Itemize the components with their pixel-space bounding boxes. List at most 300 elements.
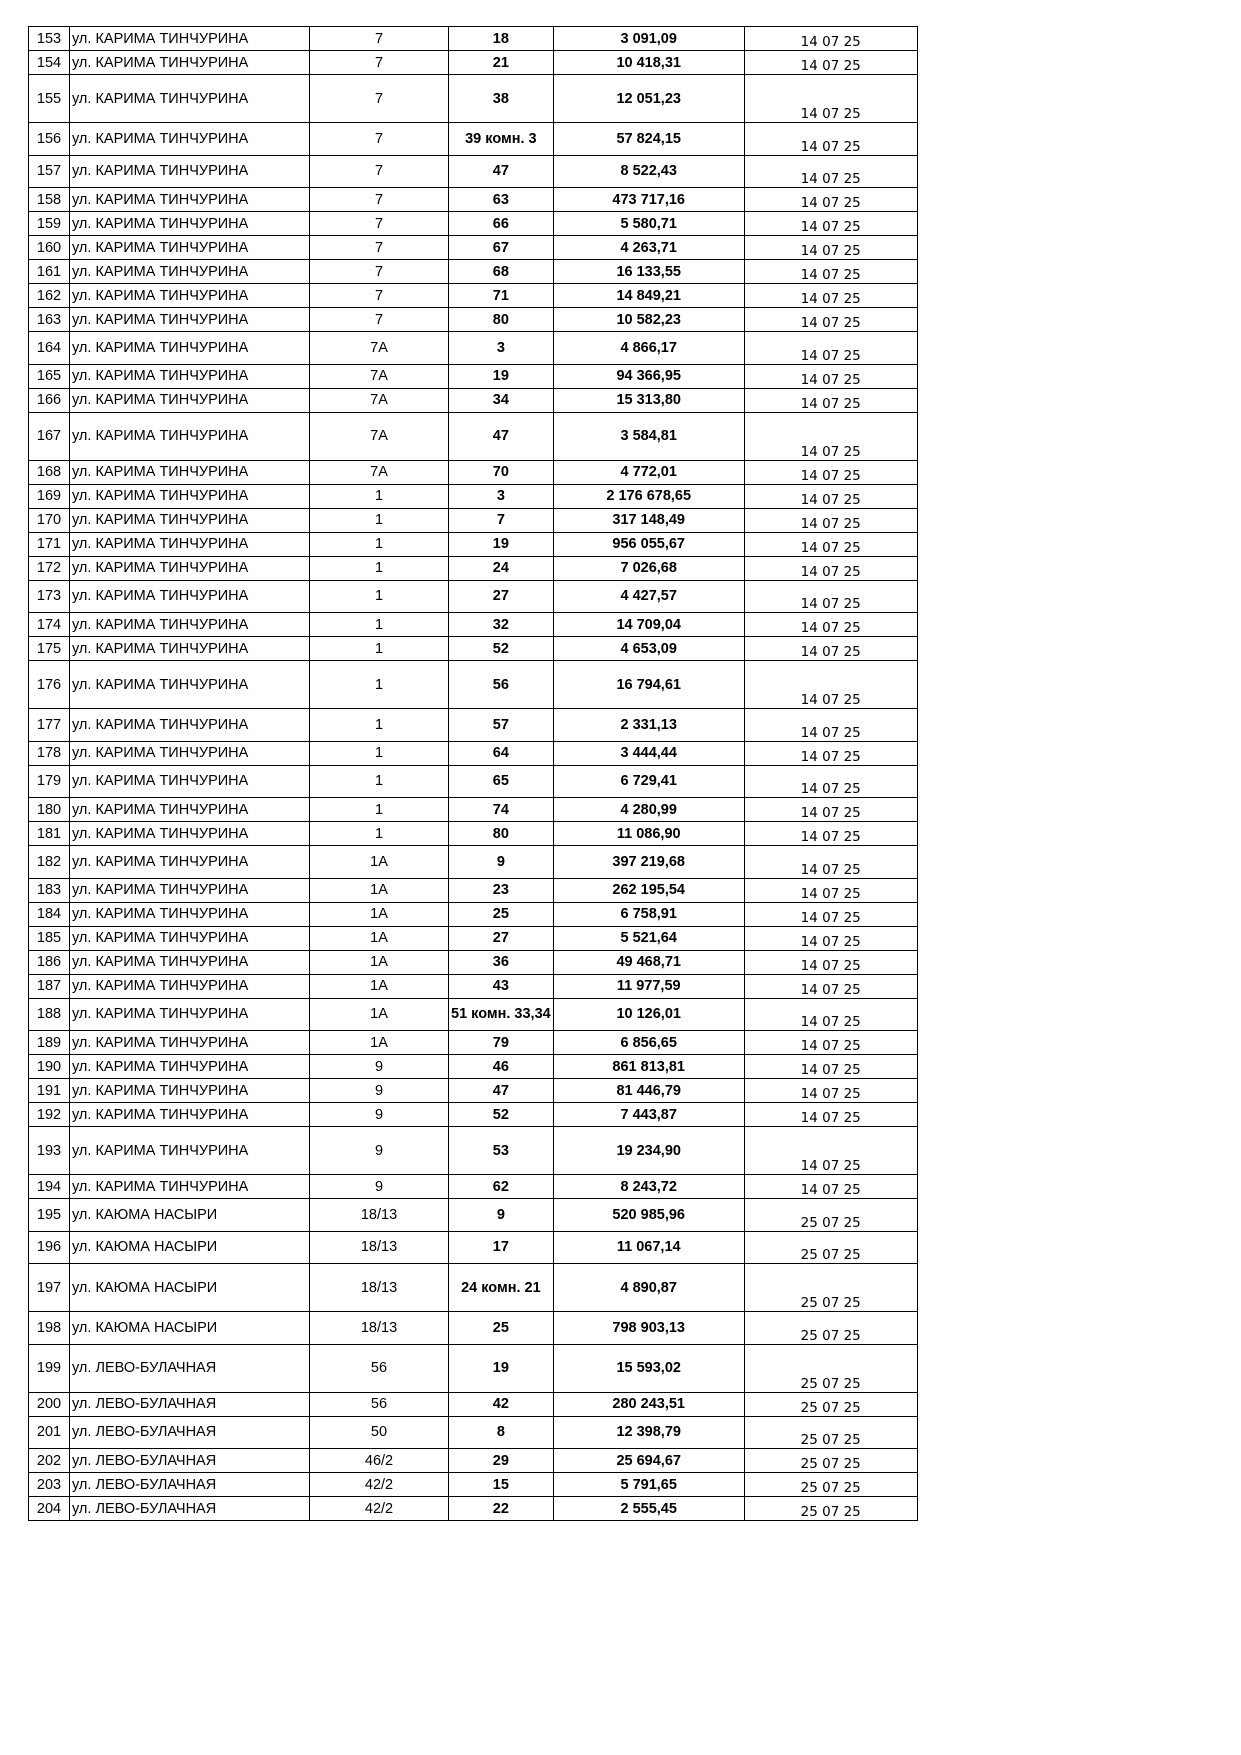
row-number: 187 <box>29 974 70 998</box>
date: 14 07 25 <box>744 155 917 188</box>
house-number: 56 <box>310 1392 449 1416</box>
date: 25 07 25 <box>744 1473 917 1497</box>
street-name: ул. КАРИМА ТИНЧУРИНА <box>70 1079 310 1103</box>
row-number: 160 <box>29 236 70 260</box>
debt-amount: 10 582,23 <box>553 308 744 332</box>
street-name: ул. КАРИМА ТИНЧУРИНА <box>70 75 310 123</box>
street-name: ул. КАРИМА ТИНЧУРИНА <box>70 613 310 637</box>
row-number: 190 <box>29 1055 70 1079</box>
row-number: 154 <box>29 51 70 75</box>
table-row <box>29 412 918 460</box>
table-row <box>29 661 918 709</box>
debt-amount: 6 856,65 <box>553 1031 744 1055</box>
row-number: 172 <box>29 556 70 580</box>
apartment-number: 68 <box>449 260 554 284</box>
house-number: 7 <box>310 155 449 188</box>
apartment-number: 62 <box>449 1175 554 1199</box>
apartment-number: 15 <box>449 1473 554 1497</box>
date: 14 07 25 <box>744 950 917 974</box>
house-number: 50 <box>310 1416 449 1449</box>
apartment-number: 24 комн. 21 <box>449 1264 554 1312</box>
debt-amount: 11 086,90 <box>553 822 744 846</box>
house-number: 18/13 <box>310 1231 449 1264</box>
apartment-number: 9 <box>449 846 554 879</box>
table-row <box>29 1449 918 1473</box>
debt-amount: 3 091,09 <box>553 27 744 51</box>
table-row <box>29 364 918 388</box>
house-number: 42/2 <box>310 1473 449 1497</box>
debt-amount: 94 366,95 <box>553 364 744 388</box>
debt-amount: 15 313,80 <box>553 388 744 412</box>
table-row <box>29 902 918 926</box>
apartment-number: 23 <box>449 878 554 902</box>
apartment-number: 36 <box>449 950 554 974</box>
debt-amount: 473 717,16 <box>553 188 744 212</box>
house-number: 7А <box>310 332 449 365</box>
table-row <box>29 51 918 75</box>
house-number: 56 <box>310 1344 449 1392</box>
table-row <box>29 1031 918 1055</box>
house-number: 1 <box>310 532 449 556</box>
row-number: 169 <box>29 484 70 508</box>
table-row <box>29 155 918 188</box>
apartment-number: 79 <box>449 1031 554 1055</box>
row-number: 183 <box>29 878 70 902</box>
house-number: 1 <box>310 709 449 742</box>
street-name: ул. КАРИМА ТИНЧУРИНА <box>70 580 310 613</box>
debt-amount: 8 522,43 <box>553 155 744 188</box>
apartment-number: 8 <box>449 1416 554 1449</box>
street-name: ул. КАРИМА ТИНЧУРИНА <box>70 364 310 388</box>
house-number: 1 <box>310 822 449 846</box>
debt-amount: 5 521,64 <box>553 926 744 950</box>
apartment-number: 56 <box>449 661 554 709</box>
apartment-number: 47 <box>449 412 554 460</box>
row-number: 167 <box>29 412 70 460</box>
date: 14 07 25 <box>744 51 917 75</box>
date: 14 07 25 <box>744 460 917 484</box>
debt-amount: 4 653,09 <box>553 637 744 661</box>
date: 14 07 25 <box>744 388 917 412</box>
street-name: ул. КАЮМА НАСЫРИ <box>70 1264 310 1312</box>
debt-amount: 12 051,23 <box>553 75 744 123</box>
apartment-number: 46 <box>449 1055 554 1079</box>
row-number: 179 <box>29 765 70 798</box>
street-name: ул. КАРИМА ТИНЧУРИНА <box>70 188 310 212</box>
apartment-number: 19 <box>449 1344 554 1392</box>
house-number: 1 <box>310 484 449 508</box>
date: 14 07 25 <box>744 123 917 156</box>
apartment-number: 22 <box>449 1497 554 1521</box>
row-number: 189 <box>29 1031 70 1055</box>
debt-amount: 12 398,79 <box>553 1416 744 1449</box>
date: 25 07 25 <box>744 1312 917 1345</box>
apartment-number: 51 комн. 33,34 <box>449 998 554 1031</box>
apartment-number: 19 <box>449 532 554 556</box>
street-name: ул. КАРИМА ТИНЧУРИНА <box>70 155 310 188</box>
table-row <box>29 846 918 879</box>
date: 25 07 25 <box>744 1199 917 1232</box>
apartment-number: 17 <box>449 1231 554 1264</box>
apartment-number: 27 <box>449 580 554 613</box>
table-row <box>29 236 918 260</box>
row-number: 174 <box>29 613 70 637</box>
row-number: 204 <box>29 1497 70 1521</box>
debt-amount: 81 446,79 <box>553 1079 744 1103</box>
apartment-number: 70 <box>449 460 554 484</box>
date: 14 07 25 <box>744 798 917 822</box>
row-number: 188 <box>29 998 70 1031</box>
date: 14 07 25 <box>744 332 917 365</box>
date: 14 07 25 <box>744 661 917 709</box>
apartment-number: 47 <box>449 1079 554 1103</box>
table-row <box>29 284 918 308</box>
street-name: ул. КАРИМА ТИНЧУРИНА <box>70 460 310 484</box>
debt-amount: 7 026,68 <box>553 556 744 580</box>
house-number: 7 <box>310 51 449 75</box>
apartment-number: 63 <box>449 188 554 212</box>
row-number: 197 <box>29 1264 70 1312</box>
date: 14 07 25 <box>744 1055 917 1079</box>
apartment-number: 47 <box>449 155 554 188</box>
street-name: ул. КАРИМА ТИНЧУРИНА <box>70 332 310 365</box>
row-number: 163 <box>29 308 70 332</box>
table-row <box>29 580 918 613</box>
table-row <box>29 926 918 950</box>
table-row <box>29 388 918 412</box>
table-row <box>29 484 918 508</box>
table-body <box>29 27 918 1521</box>
apartment-number: 80 <box>449 822 554 846</box>
row-number: 177 <box>29 709 70 742</box>
date: 14 07 25 <box>744 364 917 388</box>
street-name: ул. КАРИМА ТИНЧУРИНА <box>70 846 310 879</box>
debt-amount: 798 903,13 <box>553 1312 744 1345</box>
street-name: ул. КАРИМА ТИНЧУРИНА <box>70 212 310 236</box>
debt-amount: 10 418,31 <box>553 51 744 75</box>
row-number: 201 <box>29 1416 70 1449</box>
house-number: 1А <box>310 902 449 926</box>
row-number: 196 <box>29 1231 70 1264</box>
street-name: ул. КАЮМА НАСЫРИ <box>70 1312 310 1345</box>
row-number: 175 <box>29 637 70 661</box>
house-number: 1 <box>310 508 449 532</box>
house-number: 42/2 <box>310 1497 449 1521</box>
row-number: 164 <box>29 332 70 365</box>
apartment-number: 52 <box>449 637 554 661</box>
date: 25 07 25 <box>744 1392 917 1416</box>
date: 14 07 25 <box>744 1103 917 1127</box>
debt-amount: 3 444,44 <box>553 741 744 765</box>
date: 14 07 25 <box>744 974 917 998</box>
debt-amount: 8 243,72 <box>553 1175 744 1199</box>
house-number: 1А <box>310 926 449 950</box>
table-row <box>29 1079 918 1103</box>
table-row <box>29 1199 918 1232</box>
street-name: ул. КАРИМА ТИНЧУРИНА <box>70 27 310 51</box>
street-name: ул. КАРИМА ТИНЧУРИНА <box>70 236 310 260</box>
debt-amount: 2 555,45 <box>553 1497 744 1521</box>
date: 14 07 25 <box>744 556 917 580</box>
row-number: 158 <box>29 188 70 212</box>
date: 25 07 25 <box>744 1449 917 1473</box>
date: 14 07 25 <box>744 1175 917 1199</box>
street-name: ул. ЛЕВО-БУЛАЧНАЯ <box>70 1497 310 1521</box>
street-name: ул. КАРИМА ТИНЧУРИНА <box>70 765 310 798</box>
house-number: 1 <box>310 580 449 613</box>
street-name: ул. КАРИМА ТИНЧУРИНА <box>70 902 310 926</box>
house-number: 7 <box>310 260 449 284</box>
date: 14 07 25 <box>744 1127 917 1175</box>
street-name: ул. ЛЕВО-БУЛАЧНАЯ <box>70 1449 310 1473</box>
date: 14 07 25 <box>744 822 917 846</box>
house-number: 1А <box>310 974 449 998</box>
table-row <box>29 1055 918 1079</box>
street-name: ул. КАРИМА ТИНЧУРИНА <box>70 798 310 822</box>
row-number: 185 <box>29 926 70 950</box>
table-row <box>29 556 918 580</box>
date: 14 07 25 <box>744 902 917 926</box>
debt-amount: 15 593,02 <box>553 1344 744 1392</box>
row-number: 159 <box>29 212 70 236</box>
house-number: 9 <box>310 1079 449 1103</box>
house-number: 7 <box>310 212 449 236</box>
apartment-number: 25 <box>449 902 554 926</box>
debt-amount: 16 794,61 <box>553 661 744 709</box>
street-name: ул. КАРИМА ТИНЧУРИНА <box>70 532 310 556</box>
apartment-number: 32 <box>449 613 554 637</box>
apartment-number: 65 <box>449 765 554 798</box>
street-name: ул. КАРИМА ТИНЧУРИНА <box>70 484 310 508</box>
debt-amount: 4 263,71 <box>553 236 744 260</box>
row-number: 199 <box>29 1344 70 1392</box>
house-number: 1А <box>310 846 449 879</box>
row-number: 194 <box>29 1175 70 1199</box>
street-name: ул. ЛЕВО-БУЛАЧНАЯ <box>70 1473 310 1497</box>
apartment-number: 53 <box>449 1127 554 1175</box>
table-row <box>29 878 918 902</box>
debt-amount: 956 055,67 <box>553 532 744 556</box>
table-row <box>29 1175 918 1199</box>
street-name: ул. КАРИМА ТИНЧУРИНА <box>70 51 310 75</box>
house-number: 7 <box>310 308 449 332</box>
apartment-number: 38 <box>449 75 554 123</box>
house-number: 1А <box>310 878 449 902</box>
apartment-number: 39 комн. 3 <box>449 123 554 156</box>
row-number: 186 <box>29 950 70 974</box>
apartment-number: 67 <box>449 236 554 260</box>
house-number: 9 <box>310 1103 449 1127</box>
debt-amount: 57 824,15 <box>553 123 744 156</box>
date: 14 07 25 <box>744 741 917 765</box>
apartment-number: 19 <box>449 364 554 388</box>
apartment-number: 7 <box>449 508 554 532</box>
table-row <box>29 123 918 156</box>
table-row <box>29 1392 918 1416</box>
apartment-number: 27 <box>449 926 554 950</box>
debt-amount: 861 813,81 <box>553 1055 744 1079</box>
street-name: ул. ЛЕВО-БУЛАЧНАЯ <box>70 1344 310 1392</box>
street-name: ул. КАРИМА ТИНЧУРИНА <box>70 308 310 332</box>
street-name: ул. КАРИМА ТИНЧУРИНА <box>70 412 310 460</box>
date: 14 07 25 <box>744 637 917 661</box>
street-name: ул. КАРИМА ТИНЧУРИНА <box>70 878 310 902</box>
table-row <box>29 1497 918 1521</box>
house-number: 1 <box>310 798 449 822</box>
date: 25 07 25 <box>744 1416 917 1449</box>
date: 14 07 25 <box>744 308 917 332</box>
street-name: ул. КАРИМА ТИНЧУРИНА <box>70 260 310 284</box>
street-name: ул. КАРИМА ТИНЧУРИНА <box>70 388 310 412</box>
house-number: 46/2 <box>310 1449 449 1473</box>
table-row <box>29 508 918 532</box>
debt-amount: 11 067,14 <box>553 1231 744 1264</box>
date: 14 07 25 <box>744 412 917 460</box>
date: 14 07 25 <box>744 998 917 1031</box>
row-number: 203 <box>29 1473 70 1497</box>
date: 14 07 25 <box>744 926 917 950</box>
table-row <box>29 1264 918 1312</box>
table-row <box>29 950 918 974</box>
row-number: 178 <box>29 741 70 765</box>
debt-amount: 262 195,54 <box>553 878 744 902</box>
debt-amount: 11 977,59 <box>553 974 744 998</box>
house-number: 1 <box>310 637 449 661</box>
house-number: 9 <box>310 1055 449 1079</box>
table-row <box>29 1344 918 1392</box>
house-number: 7 <box>310 188 449 212</box>
street-name: ул. КАРИМА ТИНЧУРИНА <box>70 1175 310 1199</box>
date: 14 07 25 <box>744 484 917 508</box>
street-name: ул. КАРИМА ТИНЧУРИНА <box>70 741 310 765</box>
house-number: 7А <box>310 388 449 412</box>
table-row <box>29 188 918 212</box>
debt-amount: 2 331,13 <box>553 709 744 742</box>
table-row <box>29 75 918 123</box>
apartment-number: 52 <box>449 1103 554 1127</box>
table-row <box>29 637 918 661</box>
debt-amount: 5 791,65 <box>553 1473 744 1497</box>
row-number: 192 <box>29 1103 70 1127</box>
street-name: ул. КАРИМА ТИНЧУРИНА <box>70 1031 310 1055</box>
row-number: 182 <box>29 846 70 879</box>
house-number: 7А <box>310 412 449 460</box>
row-number: 171 <box>29 532 70 556</box>
debt-amount: 14 849,21 <box>553 284 744 308</box>
row-number: 173 <box>29 580 70 613</box>
debt-amount: 280 243,51 <box>553 1392 744 1416</box>
apartment-number: 21 <box>449 51 554 75</box>
table-row <box>29 1103 918 1127</box>
debt-amount: 4 280,99 <box>553 798 744 822</box>
table-row <box>29 260 918 284</box>
house-number: 7 <box>310 236 449 260</box>
table-row <box>29 1416 918 1449</box>
street-name: ул. КАРИМА ТИНЧУРИНА <box>70 974 310 998</box>
table-row <box>29 1312 918 1345</box>
date: 14 07 25 <box>744 1079 917 1103</box>
debt-amount: 317 148,49 <box>553 508 744 532</box>
debt-amount: 4 427,57 <box>553 580 744 613</box>
date: 14 07 25 <box>744 1031 917 1055</box>
debt-amount: 6 729,41 <box>553 765 744 798</box>
house-number: 1 <box>310 765 449 798</box>
apartment-number: 29 <box>449 1449 554 1473</box>
house-number: 9 <box>310 1127 449 1175</box>
debt-amount: 6 758,91 <box>553 902 744 926</box>
debt-amount: 397 219,68 <box>553 846 744 879</box>
apartment-number: 64 <box>449 741 554 765</box>
debt-amount: 19 234,90 <box>553 1127 744 1175</box>
apartment-number: 9 <box>449 1199 554 1232</box>
apartment-number: 42 <box>449 1392 554 1416</box>
apartment-number: 74 <box>449 798 554 822</box>
table-row <box>29 709 918 742</box>
house-number: 7 <box>310 123 449 156</box>
table-row <box>29 741 918 765</box>
street-name: ул. КАРИМА ТИНЧУРИНА <box>70 1127 310 1175</box>
apartment-number: 24 <box>449 556 554 580</box>
street-name: ул. КАРИМА ТИНЧУРИНА <box>70 637 310 661</box>
row-number: 184 <box>29 902 70 926</box>
table-row <box>29 998 918 1031</box>
table-row <box>29 460 918 484</box>
apartment-number: 3 <box>449 484 554 508</box>
house-number: 1 <box>310 613 449 637</box>
street-name: ул. КАРИМА ТИНЧУРИНА <box>70 556 310 580</box>
date: 25 07 25 <box>744 1231 917 1264</box>
row-number: 165 <box>29 364 70 388</box>
table-row <box>29 765 918 798</box>
debt-amount: 3 584,81 <box>553 412 744 460</box>
house-number: 1А <box>310 1031 449 1055</box>
row-number: 181 <box>29 822 70 846</box>
house-number: 1 <box>310 741 449 765</box>
row-number: 156 <box>29 123 70 156</box>
debt-table <box>28 26 918 1521</box>
table-row <box>29 798 918 822</box>
debt-amount: 4 890,87 <box>553 1264 744 1312</box>
house-number: 1А <box>310 998 449 1031</box>
street-name: ул. КАРИМА ТИНЧУРИНА <box>70 822 310 846</box>
debt-amount: 4 866,17 <box>553 332 744 365</box>
row-number: 166 <box>29 388 70 412</box>
row-number: 202 <box>29 1449 70 1473</box>
house-number: 7 <box>310 75 449 123</box>
apartment-number: 34 <box>449 388 554 412</box>
date: 14 07 25 <box>744 846 917 879</box>
row-number: 193 <box>29 1127 70 1175</box>
date: 14 07 25 <box>744 508 917 532</box>
row-number: 168 <box>29 460 70 484</box>
table-row <box>29 822 918 846</box>
date: 14 07 25 <box>744 709 917 742</box>
row-number: 162 <box>29 284 70 308</box>
table-row <box>29 1473 918 1497</box>
house-number: 18/13 <box>310 1264 449 1312</box>
date: 14 07 25 <box>744 27 917 51</box>
table-row <box>29 613 918 637</box>
table-row <box>29 27 918 51</box>
date: 14 07 25 <box>744 613 917 637</box>
house-number: 18/13 <box>310 1199 449 1232</box>
date: 25 07 25 <box>744 1264 917 1312</box>
apartment-number: 66 <box>449 212 554 236</box>
date: 14 07 25 <box>744 236 917 260</box>
house-number: 18/13 <box>310 1312 449 1345</box>
debt-amount: 16 133,55 <box>553 260 744 284</box>
street-name: ул. КАРИМА ТИНЧУРИНА <box>70 661 310 709</box>
